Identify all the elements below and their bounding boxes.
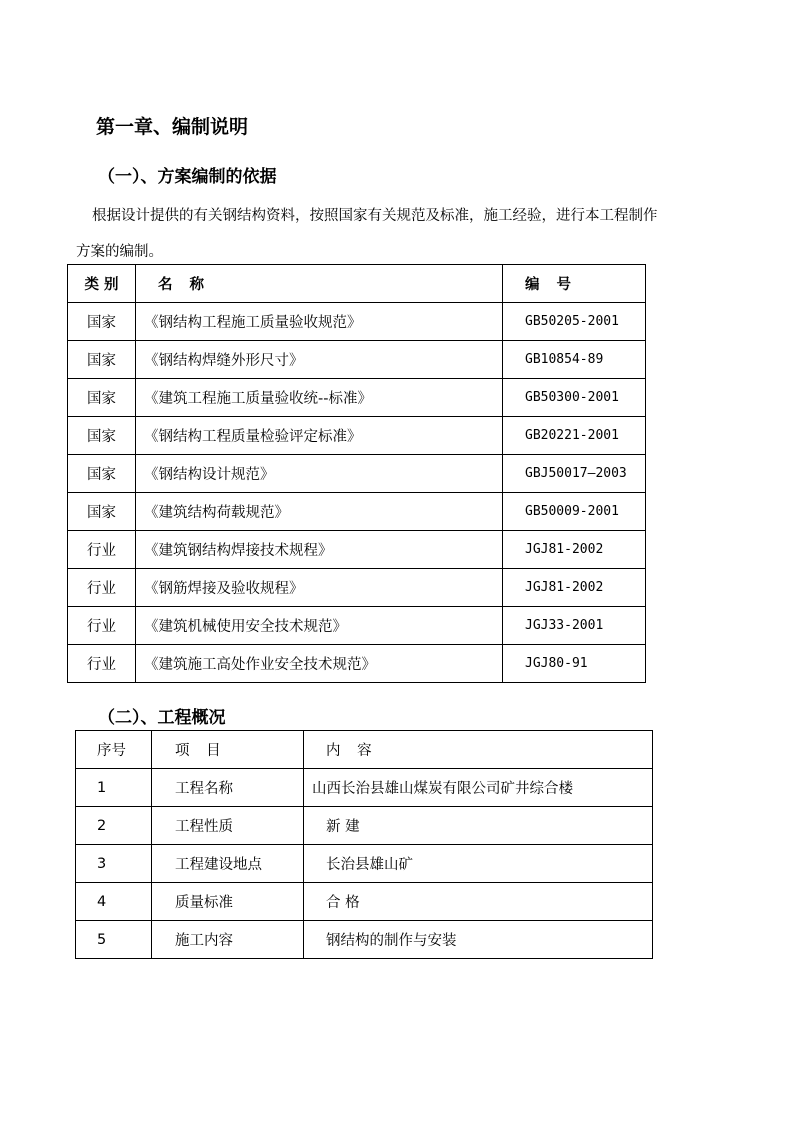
overview-no: 2 — [76, 807, 152, 845]
table-header-row — [68, 265, 646, 303]
standard-name: 《建筑施工高处作业安全技术规范》 — [136, 645, 503, 683]
table-row — [68, 493, 646, 531]
overview-item: 工程建设地点 — [152, 845, 304, 883]
standard-name: 《钢结构焊缝外形尺寸》 — [136, 341, 503, 379]
standard-category: 国家 — [68, 341, 136, 379]
standard-category: 行业 — [68, 569, 136, 607]
chapter-title: 第一章、编制说明 — [96, 116, 249, 138]
overview-content: 钢结构的制作与安装 — [304, 921, 653, 959]
standard-name: 《钢结构设计规范》 — [136, 455, 503, 493]
overview-no: 1 — [76, 769, 152, 807]
table-row — [68, 645, 646, 683]
overview-item: 工程名称 — [152, 769, 304, 807]
standard-category: 国家 — [68, 417, 136, 455]
table-row — [76, 769, 653, 807]
standard-name: 《建筑钢结构焊接技术规程》 — [136, 531, 503, 569]
table-row — [68, 417, 646, 455]
header-content: 内 容 — [304, 731, 653, 769]
standard-category: 国家 — [68, 379, 136, 417]
table-row — [76, 807, 653, 845]
standard-code: JGJ81-2002 — [503, 531, 646, 569]
overview-content: 合 格 — [304, 883, 653, 921]
table-row — [68, 303, 646, 341]
overview-item: 质量标准 — [152, 883, 304, 921]
overview-content: 长治县雄山矿 — [304, 845, 653, 883]
standard-code: GB10854-89 — [503, 341, 646, 379]
standard-code: JGJ81-2002 — [503, 569, 646, 607]
standard-category: 行业 — [68, 645, 136, 683]
table-header-row — [76, 731, 653, 769]
header-code: 编 号 — [503, 265, 646, 303]
standard-name: 《建筑机械使用安全技术规范》 — [136, 607, 503, 645]
table-row — [76, 921, 653, 959]
standard-category: 国家 — [68, 303, 136, 341]
standard-name: 《钢结构工程质量检验评定标准》 — [136, 417, 503, 455]
standard-code: GB50205-2001 — [503, 303, 646, 341]
standard-name: 《建筑结构荷载规范》 — [136, 493, 503, 531]
table-row — [68, 341, 646, 379]
standard-category: 行业 — [68, 607, 136, 645]
section-heading-basis: （一）、方案编制的依据 — [98, 167, 277, 187]
overview-no: 4 — [76, 883, 152, 921]
standard-name: 《钢结构工程施工质量验收规范》 — [136, 303, 503, 341]
standard-code: GB50300-2001 — [503, 379, 646, 417]
standard-name: 《建筑工程施工质量验收统--标准》 — [136, 379, 503, 417]
standard-code: GB20221-2001 — [503, 417, 646, 455]
paragraph-line-2: 方案的编制。 — [76, 244, 163, 260]
standard-category: 国家 — [68, 493, 136, 531]
header-item: 项 目 — [152, 731, 304, 769]
overview-no: 5 — [76, 921, 152, 959]
header-no: 序号 — [76, 731, 152, 769]
standard-name: 《钢筋焊接及验收规程》 — [136, 569, 503, 607]
standard-category: 国家 — [68, 455, 136, 493]
overview-item: 施工内容 — [152, 921, 304, 959]
overview-item: 工程性质 — [152, 807, 304, 845]
standard-category: 行业 — [68, 531, 136, 569]
table-row — [68, 531, 646, 569]
standard-code: GB50009-2001 — [503, 493, 646, 531]
overview-content: 山西长治县雄山煤炭有限公司矿井综合楼 — [304, 769, 653, 807]
header-category: 类 别 — [68, 265, 136, 303]
table-row — [68, 455, 646, 493]
paragraph-line-1: 根据设计提供的有关钢结构资料，按照国家有关规范及标准，施工经验，进行本工程制作 — [92, 208, 658, 224]
table-row — [68, 607, 646, 645]
header-name: 名 称 — [136, 265, 503, 303]
table-row — [68, 569, 646, 607]
table-row — [68, 379, 646, 417]
overview-content: 新 建 — [304, 807, 653, 845]
table-row — [76, 845, 653, 883]
overview-no: 3 — [76, 845, 152, 883]
standards-table — [67, 264, 646, 683]
section-heading-overview: （二）、工程概况 — [98, 708, 226, 728]
overview-table — [75, 730, 653, 959]
table-row — [76, 883, 653, 921]
standard-code: JGJ33-2001 — [503, 607, 646, 645]
standard-code: JGJ80-91 — [503, 645, 646, 683]
standard-code: GBJ50017—2003 — [503, 455, 646, 493]
